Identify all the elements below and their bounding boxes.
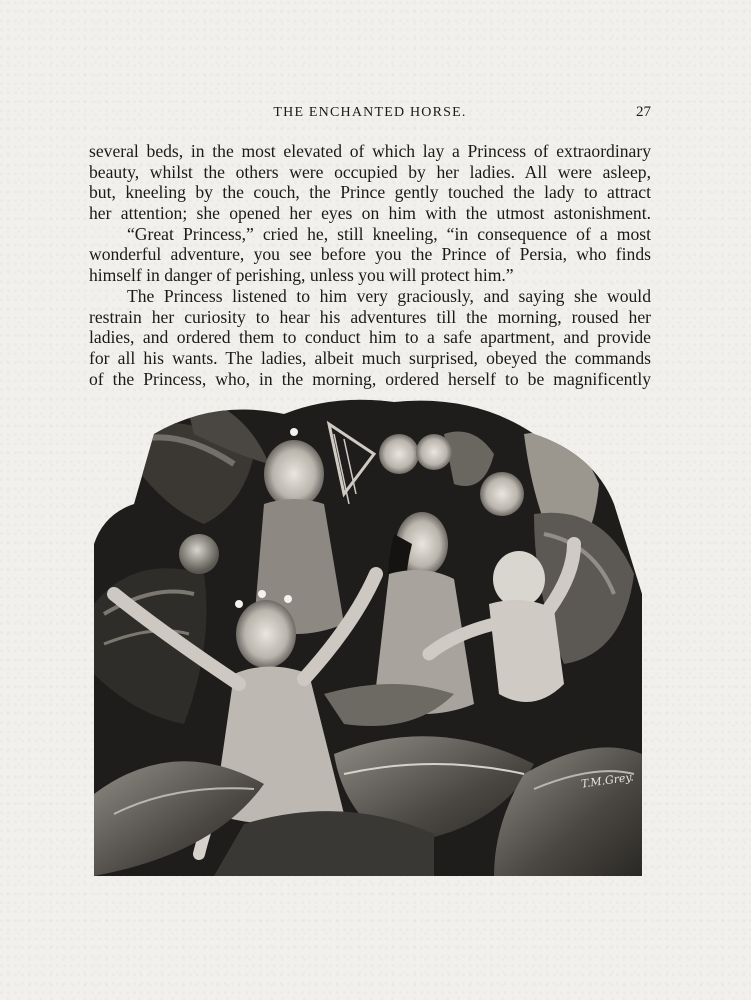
fairy-illustration xyxy=(94,394,642,876)
page-number: 27 xyxy=(636,104,651,120)
illustration-scene xyxy=(94,394,642,876)
text-line: for all his wants. The ladies, albeit much surprised, obeyed the commands xyxy=(89,347,651,368)
text-line: The Princess listened to him very graciously, and saying she would xyxy=(127,285,651,306)
text-line: ladies, and ordered them to conduct him to a safe apartment, and provide xyxy=(89,327,651,348)
text-line: restrain her curiosity to hear his adventures till the morning, roused her xyxy=(89,306,651,327)
text-line: but, kneeling by the couch, the Prince gently touched the lady to attract xyxy=(89,182,651,203)
text-line: wonderful adventure, you see before you the Prince of Persia, who finds xyxy=(89,244,651,265)
text-line: her attention; she opened her eyes on him with the utmost astonishment. xyxy=(89,203,651,224)
body-text xyxy=(89,141,651,389)
text-line: several beds, in the most elevated of which lay a Princess of extraordinary xyxy=(89,141,651,161)
artist-signature: T.M.Grey. xyxy=(580,770,635,791)
text-line: beauty, whilst the others were occupied by her ladies. All were asleep, xyxy=(89,161,651,182)
running-title: THE ENCHANTED HORSE. xyxy=(273,105,467,120)
text-line: of the Princess, who, in the morning, ordered herself to be magnificently xyxy=(89,368,651,389)
text-line: “Great Princess,” cried he, still kneeling, “in consequence of a most xyxy=(127,223,651,244)
running-head xyxy=(89,104,651,126)
text-line: himself in danger of perishing, unless you will protect him.” xyxy=(89,265,514,286)
